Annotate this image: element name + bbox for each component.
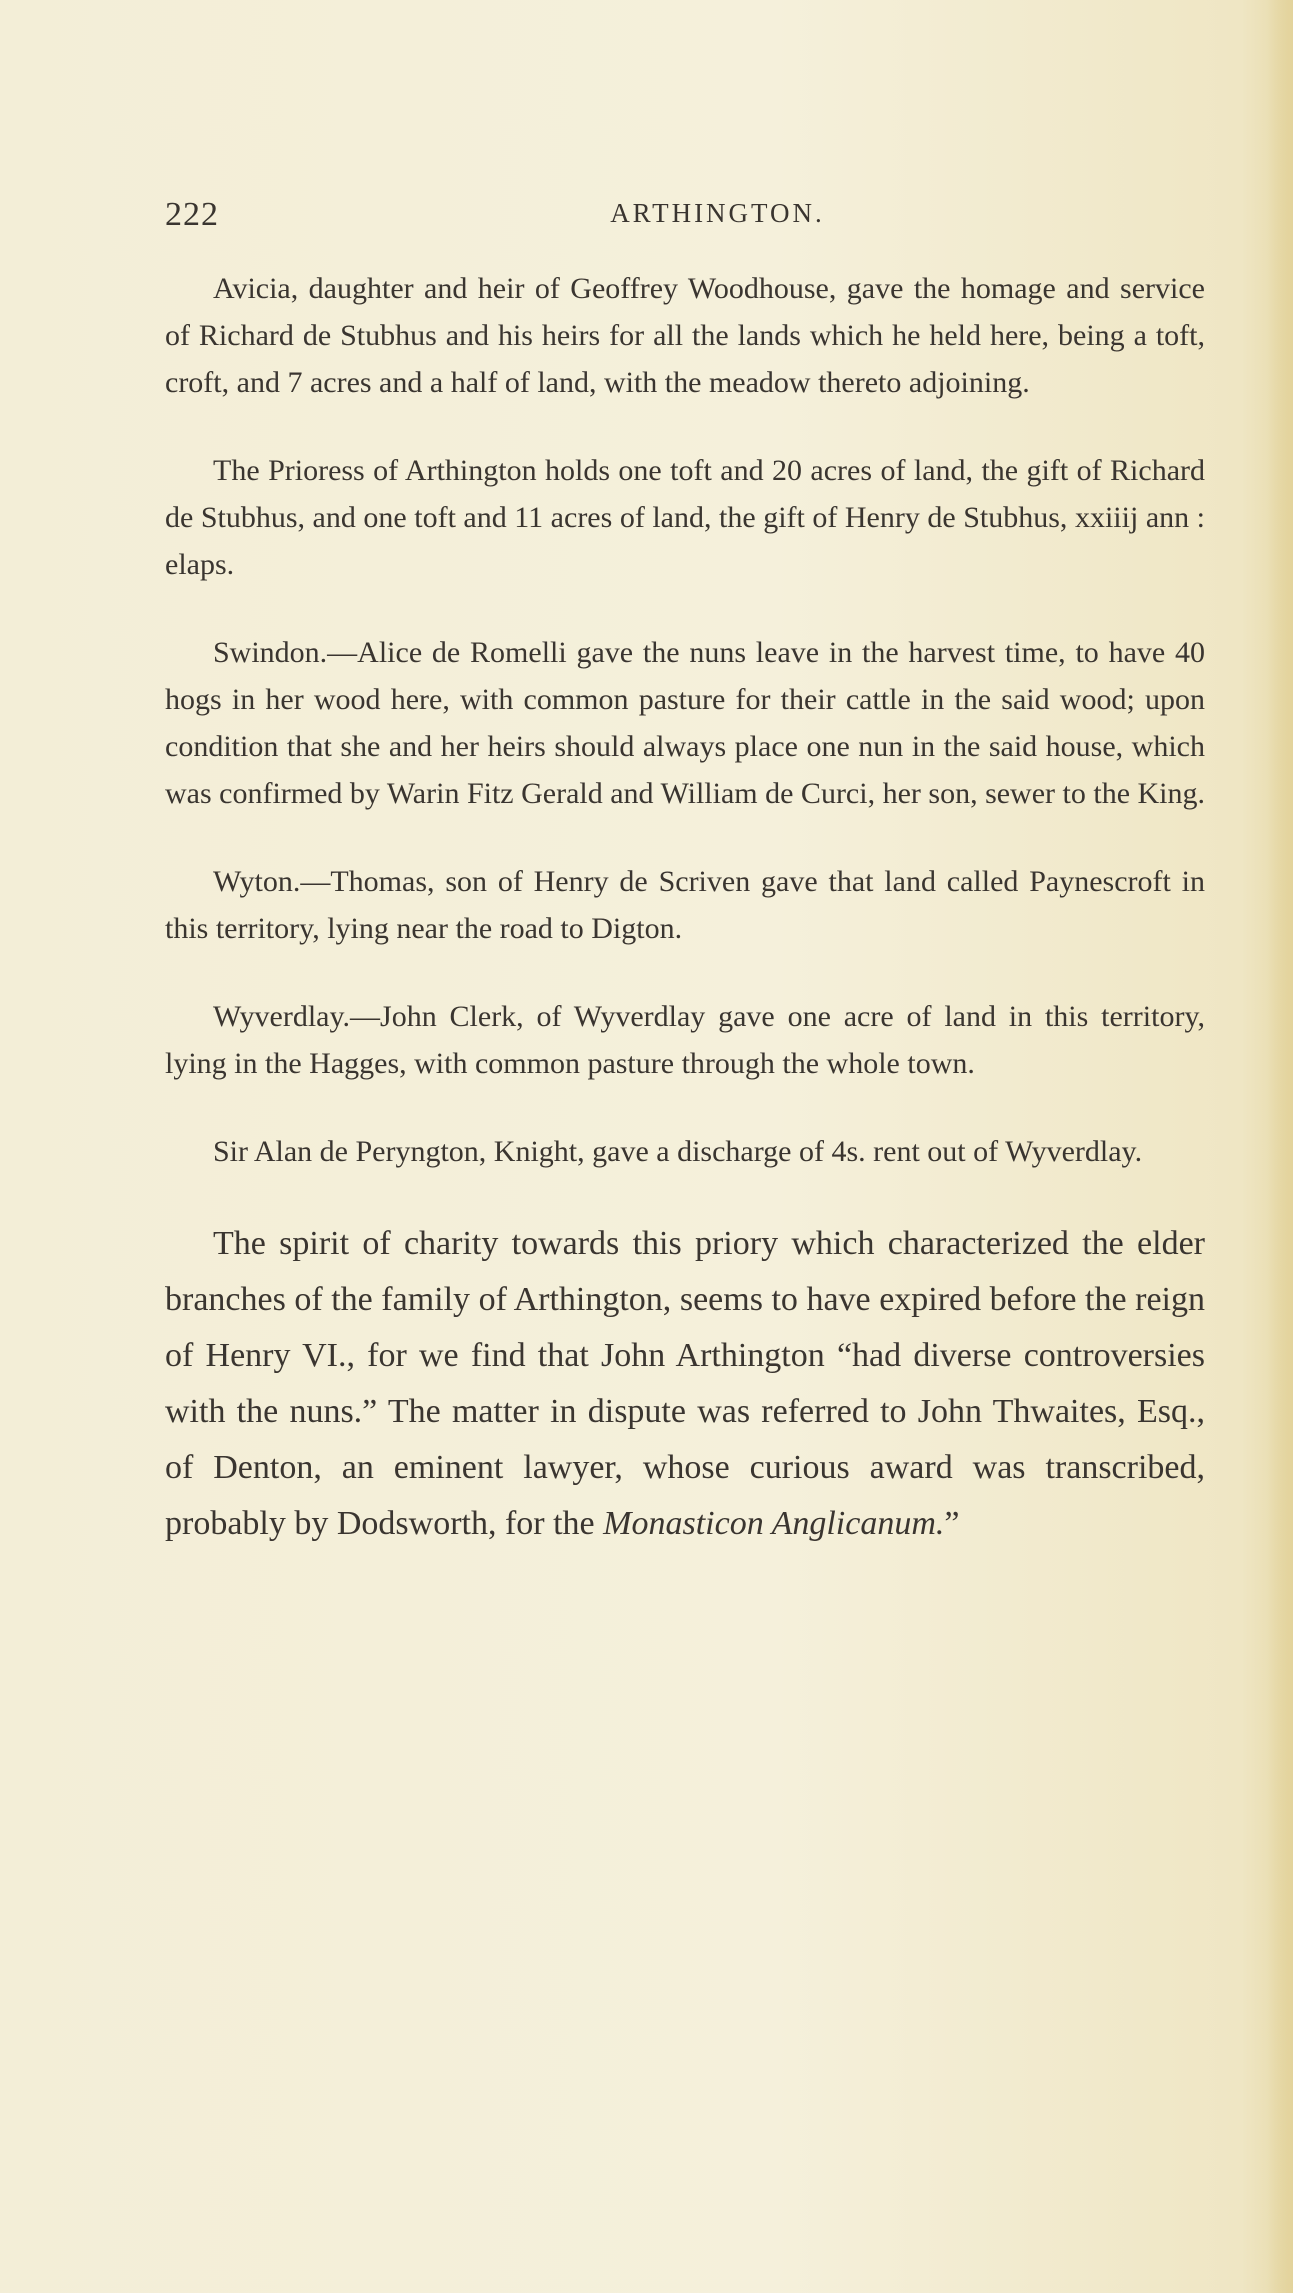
page-header [165, 196, 1225, 236]
paragraph-swindon: Swindon.—Alice de Romelli gave the nuns leave in the harvest time, to have 40 hogs in her wood here, with common pasture for their cattle in the said wood; upon condition that she and her heirs should always place one nun in the said house, which was confirmed by Warin Fitz Gerald and William de Curci, her son, sewer to the King. [165, 636, 1206, 810]
page-number: 222 [165, 196, 219, 233]
paragraph-prioress: The Prioress of Arthington holds one toft and 20 acres of land, the gift of Richard de Stubhus, and one toft and 11 acres of land, the gift of Henry de Stubhus, xxiiij ann : elaps. [165, 454, 1205, 581]
paragraph-charity-text: The spirit of charity towards this priory which characterized the elder branches of the family of Arthington, seems to have expired before the reign of Henry VI., for we find that John Arthington “had diverse controversies with the nuns.” The matter in dispute was referred to John Thwaites, Esq., of Denton, an eminent lawyer, whose curious award was transcribed, probably by Dodsworth, for the [165, 1225, 1205, 1542]
paragraph-avicia: Avicia, daughter and heir of Geoffrey Woodhouse, gave the homage and service of Richard de Stubhus and his heirs for all the lands which he held here, being a toft, croft, and 7 acres and a half of land, with the meadow thereto adjoining. [165, 272, 1205, 399]
paragraph-charity [165, 1216, 1205, 1552]
paragraph-wyton: Wyton.—Thomas, son of Henry de Scriven gave that land called Paynescroft in this territory, lying near the road to Digton. [165, 865, 1205, 945]
page-edge-shading [1267, 0, 1293, 2293]
body-text [165, 265, 1205, 1552]
monasticon-title: Monasticon Anglicanum. [603, 1505, 945, 1542]
running-title: ARTHINGTON. [610, 198, 825, 228]
paragraph-peryngton: Sir Alan de Peryngton, Knight, gave a discharge of 4s. rent out of Wyverdlay. [213, 1135, 1143, 1168]
closing-quote: ” [944, 1505, 960, 1542]
paragraph-wyverdlay: Wyverdlay.—John Clerk, of Wyverdlay gave one acre of land in this territory, lying in the Hagges, with common pasture through the whole town. [165, 1000, 1205, 1080]
